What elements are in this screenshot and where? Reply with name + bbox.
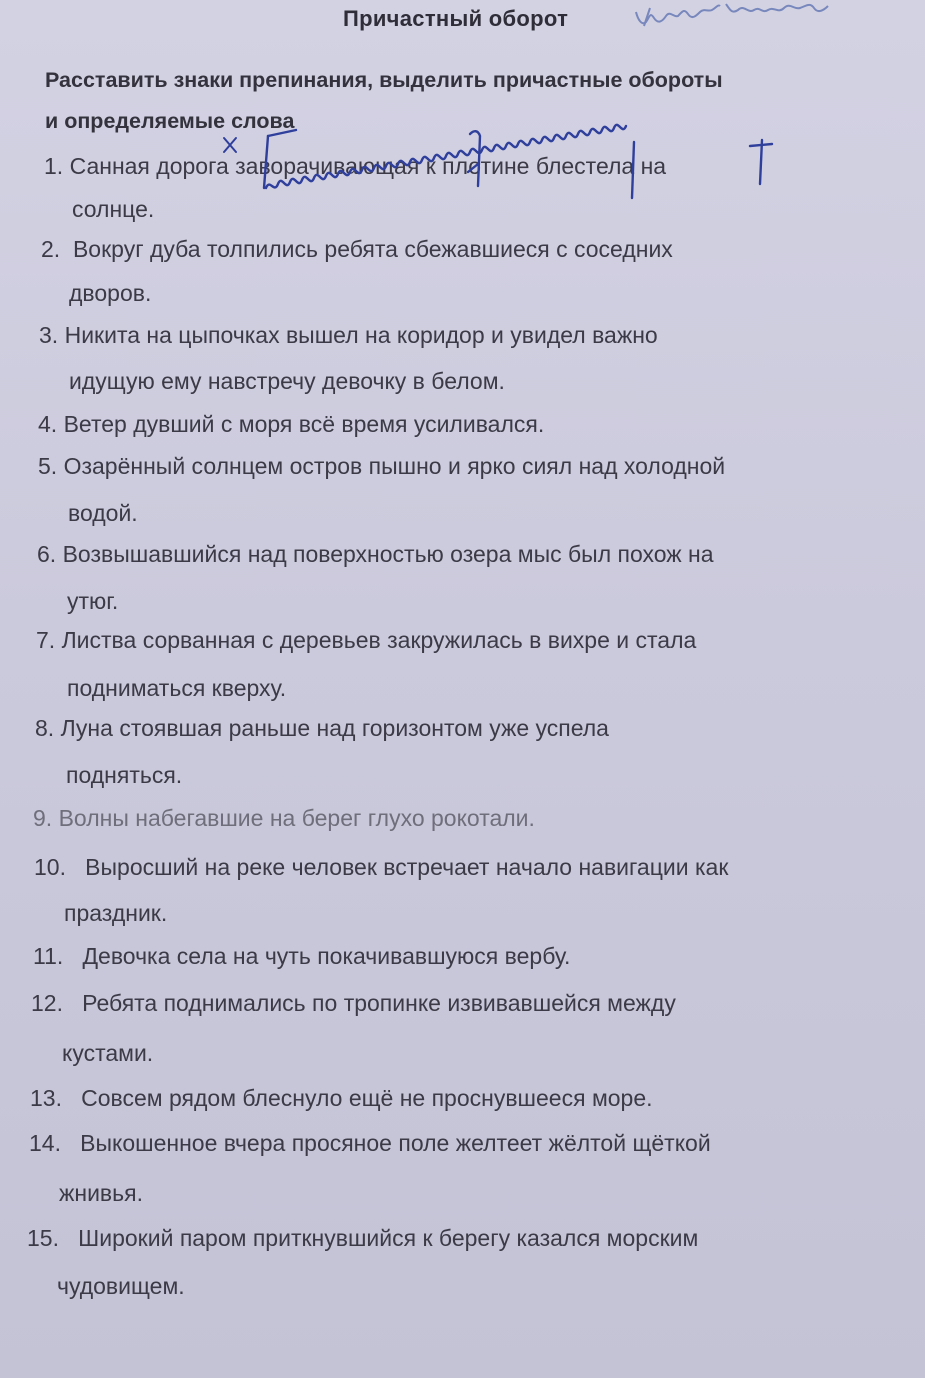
item-text-line-1: Никита на цыпочках вышел на коридор и увидел важно: [64, 322, 658, 348]
item-text-line-1: Озарённый солнцем остров пышно и ярко сиял над холодной: [63, 453, 726, 479]
item-number: 12.: [31, 990, 63, 1016]
item-text-line-2: утюг.: [67, 588, 119, 614]
item-text-line-1: Санная дорога заворачивающая к плотине блестела на: [69, 153, 667, 179]
item-text-line-1: Волны набегавшие на берег глухо рокотали.: [58, 805, 535, 831]
item-number: 8.: [35, 715, 55, 741]
item-text-line-1: Листва сорванная с деревьев закружилась в вихре и стала: [61, 627, 697, 653]
item-number: 15.: [27, 1225, 59, 1251]
item-number: 14.: [29, 1130, 61, 1156]
item-text-line-1: Луна стоявшая раньше над горизонтом уже успела: [60, 715, 609, 741]
item-text-line-2: подняться.: [66, 762, 183, 788]
item-number: 6.: [37, 541, 57, 567]
item-number: 13.: [30, 1085, 62, 1111]
item-text-line-2: жнивья.: [59, 1180, 143, 1206]
page-title: Причастный оборот: [343, 6, 569, 31]
item-number: 7.: [36, 627, 56, 653]
item-number: 11.: [33, 943, 64, 969]
item-text-line-2: праздник.: [64, 900, 168, 926]
item-number: 4.: [38, 411, 58, 437]
item-text-line-1: Девочка села на чуть покачивавшуюся вербу.: [82, 943, 571, 969]
item-text-line-1: Ребята поднимались по тропинке извивавшейся между: [82, 990, 676, 1016]
item-number: 3.: [39, 322, 59, 348]
item-text-line-1: Вокруг дуба толпились ребята сбежавшиеся с соседних: [72, 236, 673, 262]
item-text-line-2: чудовищем.: [57, 1273, 185, 1299]
item-text-line-2: дворов.: [69, 280, 152, 306]
item-text-line-1: Возвышавшийся над поверхностью озера мыс был похож на: [62, 541, 714, 567]
task-instructions: [45, 60, 895, 142]
handwritten-name-signature: [636, 4, 828, 26]
item-text-line-1: Выросший на реке человек встречает начало навигации как: [85, 854, 729, 880]
item-number: 2.: [41, 236, 61, 262]
item-number: 9.: [33, 805, 53, 831]
item-text-line-2: солнце.: [72, 196, 155, 222]
item-number: 10.: [34, 854, 66, 880]
item-number: 5.: [38, 453, 58, 479]
item-text-line-2: водой.: [68, 500, 138, 526]
task-line-2: и определяемые слова: [45, 109, 295, 133]
item-text-line-2: подниматься кверху.: [67, 675, 287, 701]
item-text-line-1: Совсем рядом блеснуло ещё не проснувшееся море.: [81, 1085, 653, 1111]
item-text-line-1: Выкошенное вчера просяное поле желтеет жёлтой щёткой: [80, 1130, 711, 1156]
item-text-line-2: кустами.: [62, 1040, 154, 1066]
item-text-line-1: Широкий паром приткнувшийся к берегу казался морским: [78, 1225, 699, 1251]
item-text-line-2: идущую ему навстречу девочку в белом.: [69, 368, 505, 394]
item-number: 1.: [44, 153, 64, 179]
item-text-line-1: Ветер дувший с моря всё время усиливался.: [63, 411, 545, 437]
task-line-1: Расставить знаки препинания, выделить причастные обороты: [45, 68, 723, 92]
